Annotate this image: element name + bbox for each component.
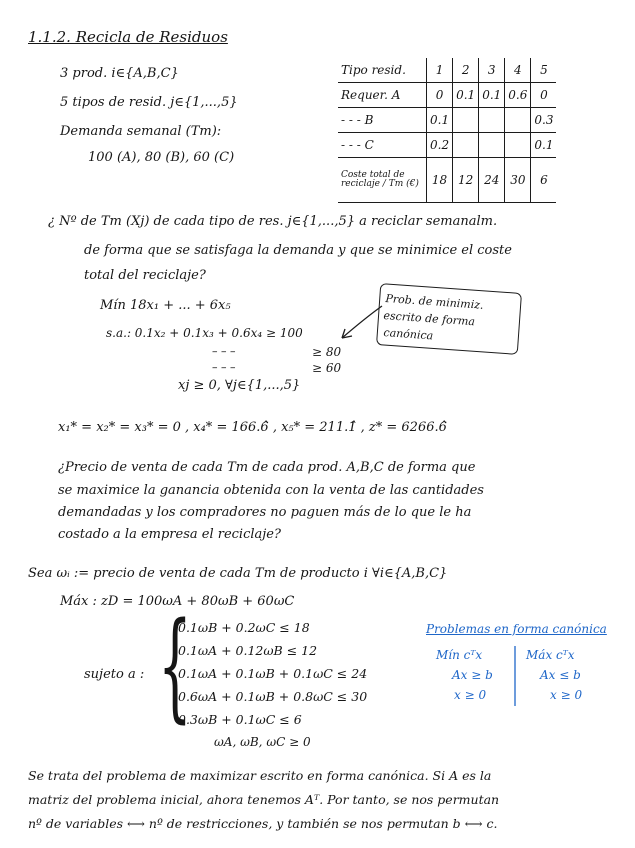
table-cell: 0.3: [531, 108, 557, 133]
dual-nonnegativity: ωA, ωB, ωC ≥ 0: [214, 735, 311, 749]
dual-constraint: 0.1ωA + 0.12ωB ≤ 12: [178, 643, 318, 658]
canonical-max-domain: x ≥ 0: [550, 688, 583, 702]
table-cell: 0: [531, 83, 557, 108]
closing-line: matriz del problema inicial, ahora tenemos Aᵀ. Por tanto, se nos permutan: [28, 792, 500, 807]
canonical-max-objective: Máx cᵀx: [526, 648, 575, 662]
table-col-header: 4: [505, 58, 531, 83]
primal-constraint: ≥ 80: [312, 345, 342, 359]
canonical-title: Problemas en forma canónica: [426, 622, 607, 636]
left-brace-icon: {: [158, 596, 192, 734]
optimal-solution: x₁* = x₂* = x₃* = 0 , x₄* = 166.6̂ , x₅* = 211.1̂ , z* = 6266.6̂: [58, 420, 447, 435]
dual-constraint: 0.1ωA + 0.1ωB + 0.1ωC ≤ 24: [178, 666, 368, 681]
canonical-divider: [512, 646, 518, 708]
dual-constraint: 0.6ωA + 0.1ωB + 0.8ωC ≤ 30: [178, 689, 368, 704]
table-col-header: 5: [531, 58, 557, 83]
table-cost-cell: 18: [427, 158, 453, 203]
residue-table: [338, 58, 556, 203]
table-cost-cell: 24: [479, 158, 505, 203]
table-cell: [505, 133, 531, 158]
table-cell: [453, 133, 479, 158]
dual-constraint: 0.1ωB + 0.2ωC ≤ 18: [178, 620, 310, 635]
primal-objective: Mín 18x₁ + ... + 6x₅: [100, 298, 231, 313]
primal-constraint: ≥ 60: [312, 361, 342, 375]
products-line: 3 prod. i∈{A,B,C}: [60, 66, 179, 81]
table-cell: [479, 108, 505, 133]
table-cost-cell: 12: [453, 158, 479, 203]
primal-domain: xj ≥ 0, ∀j∈{1,...,5}: [178, 378, 301, 393]
table-row-label: - - - B: [338, 108, 427, 133]
table-row-label: Requer. A: [338, 83, 427, 108]
question-line: total del reciclaje?: [84, 268, 206, 283]
table-cell: [505, 108, 531, 133]
dual-definition: Sea ωᵢ := precio de venta de cada Tm de producto i ∀i∈{A,B,C}: [28, 566, 448, 581]
table-cell: 0.6: [505, 83, 531, 108]
primal-dashes: – – –: [212, 345, 236, 358]
dual-constraint: 0.3ωB + 0.1ωC ≤ 6: [178, 712, 302, 727]
primal-dashes: – – –: [212, 361, 236, 374]
note-line: Prob. de minimiz.: [385, 292, 484, 312]
page-title: 1.1.2. Recicla de Residuos: [28, 28, 228, 46]
demand-values: 100 (A), 80 (B), 60 (C): [88, 150, 235, 165]
table-cell: 0.1: [453, 83, 479, 108]
note-line: escrito de forma: [383, 309, 476, 329]
canonical-min-objective: Mín cᵀx: [436, 648, 483, 662]
table-cell: [453, 108, 479, 133]
canonical-max-constraint: Ax ≤ b: [540, 668, 581, 682]
table-cell: 0.2: [427, 133, 453, 158]
table-cost-cell: 6: [531, 158, 557, 203]
question-line: ¿Precio de venta de cada Tm de cada prod. A,B,C de forma que: [58, 460, 476, 475]
question-line: demandadas y los compradores no paguen más de lo que le ha: [58, 505, 472, 520]
table-col-header: 2: [453, 58, 479, 83]
table-cell: [479, 133, 505, 158]
canonical-min-domain: x ≥ 0: [454, 688, 487, 702]
demand-label: Demanda semanal (Tm):: [60, 124, 222, 139]
primal-constraint: s.a.: 0.1x₂ + 0.1x₃ + 0.6x₄ ≥ 100: [106, 326, 303, 340]
question-line: de forma que se satisfaga la demanda y que se minimice el coste: [84, 243, 512, 258]
note-line: canónica: [383, 326, 434, 343]
closing-line: nº de variables ⟷ nº de restricciones, y también se nos permutan b ⟷ c.: [28, 816, 498, 831]
table-cost-label: Coste total de reciclaje / Tm (€): [338, 158, 427, 203]
question-line: se maximice la ganancia obtenida con la venta de las cantidades: [58, 483, 484, 498]
closing-line: Se trata del problema de maximizar escrito en forma canónica. Si A es la: [28, 768, 492, 783]
table-row-label: - - - C: [338, 133, 427, 158]
question-line: costado a la empresa el reciclaje?: [58, 527, 281, 542]
table-cost-cell: 30: [505, 158, 531, 203]
table-col-header: 3: [479, 58, 505, 83]
residue-types-line: 5 tipos de resid. j∈{1,...,5}: [60, 95, 238, 110]
table-cell: 0.1: [427, 108, 453, 133]
table-cell: 0: [427, 83, 453, 108]
subject-to-label: sujeto a :: [84, 667, 145, 682]
question-line: ¿ Nº de Tm (Xj) de cada tipo de res. j∈{1,...,5} a reciclar semanalm.: [48, 214, 498, 229]
table-col-header: 1: [427, 58, 453, 83]
table-corner-label: Tipo resid.: [338, 58, 427, 83]
dual-objective: Máx : zD = 100ωA + 80ωB + 60ωC: [60, 594, 295, 609]
table-cell: 0.1: [479, 83, 505, 108]
table-cell: 0.1: [531, 133, 557, 158]
canonical-min-constraint: Ax ≥ b: [452, 668, 493, 682]
